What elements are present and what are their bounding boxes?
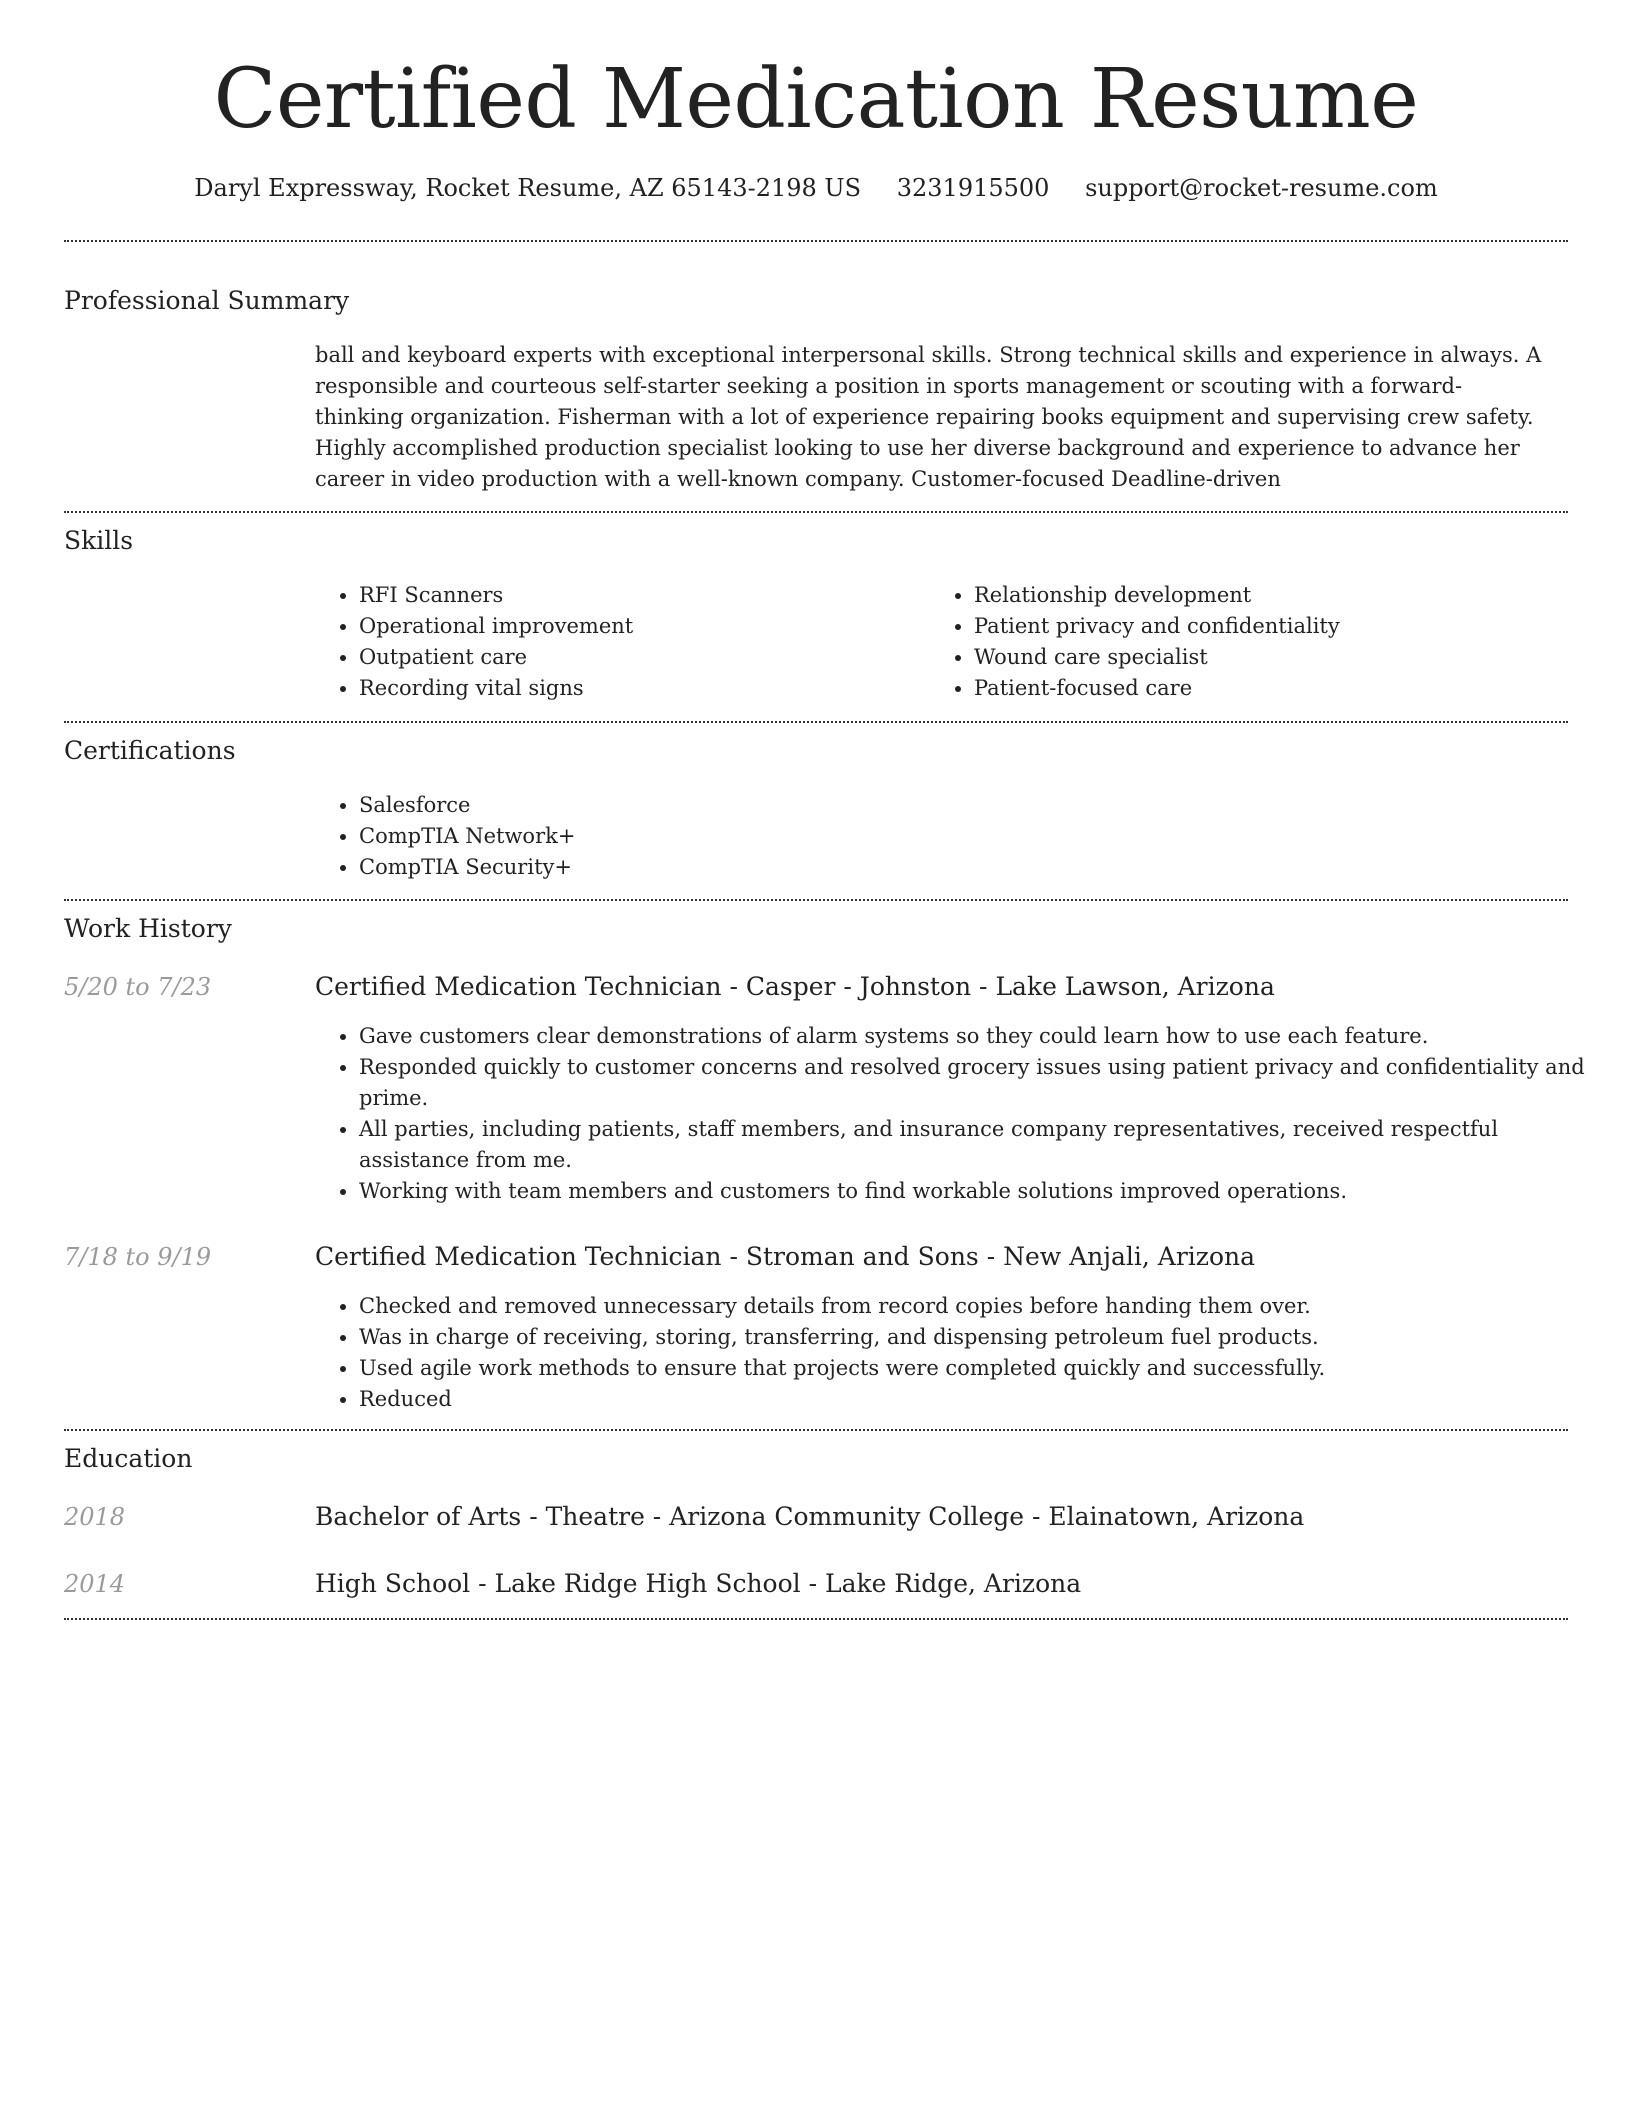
skill-item: • Relationship development — [974, 580, 1574, 611]
summary-heading: Professional Summary — [64, 286, 350, 315]
resume-title: Certified Medication Resume — [213, 52, 1419, 147]
skill-item: • Patient-focused care — [974, 673, 1574, 704]
job-title: Certified Medication Technician - Casper - Johnston - Lake Lawson, Arizona — [315, 972, 1275, 1001]
skills-list-right — [930, 580, 1574, 704]
section-divider — [64, 1429, 1568, 1431]
skill-item: • Patient privacy and confidentiality — [974, 611, 1574, 642]
job-bullet: • Working with team members and customers to find workable solutions improved operations. — [359, 1176, 1599, 1207]
job-bullet: • Was in charge of receiving, storing, transferring, and dispensing petroleum fuel products. — [359, 1322, 1599, 1353]
education-date: 2018 — [64, 1503, 126, 1531]
skill-item: • RFI Scanners — [359, 580, 919, 611]
contact-email: support@rocket-resume.com — [1085, 174, 1438, 202]
work-heading: Work History — [64, 914, 232, 943]
skill-item: • Wound care specialist — [974, 642, 1574, 673]
section-divider — [64, 899, 1568, 901]
certification-item: • CompTIA Security+ — [359, 852, 1559, 883]
education-date: 2014 — [64, 1570, 126, 1598]
job-bullets — [315, 1021, 1599, 1207]
job-date: 5/20 to 7/23 — [64, 973, 212, 1001]
job-bullet: • Checked and removed unnecessary details from record copies before handing them over. — [359, 1291, 1599, 1322]
education-title: Bachelor of Arts - Theatre - Arizona Community College - Elainatown, Arizona — [315, 1502, 1305, 1531]
certification-item: • Salesforce — [359, 790, 1559, 821]
job-bullet: • All parties, including patients, staff members, and insurance company representatives, received respectful assistance from me. — [359, 1114, 1599, 1176]
section-divider — [64, 1618, 1568, 1620]
skills-heading: Skills — [64, 526, 134, 555]
section-divider — [64, 240, 1568, 242]
certifications-list — [315, 790, 1559, 883]
section-divider — [64, 511, 1568, 513]
job-bullet: • Reduced — [359, 1384, 1599, 1415]
skills-list-left — [315, 580, 919, 704]
contact-address: Daryl Expressway, Rocket Resume, AZ 65143-2198 US — [194, 174, 862, 202]
certification-item: • CompTIA Network+ — [359, 821, 1559, 852]
certifications-heading: Certifications — [64, 736, 236, 765]
job-bullets — [315, 1291, 1599, 1415]
contact-phone: 3231915500 — [896, 174, 1050, 202]
skill-item: • Recording vital signs — [359, 673, 919, 704]
job-bullet: • Used agile work methods to ensure that projects were completed quickly and successfully. — [359, 1353, 1599, 1384]
job-date: 7/18 to 9/19 — [64, 1243, 212, 1271]
skill-item: • Operational improvement — [359, 611, 919, 642]
education-title: High School - Lake Ridge High School - Lake Ridge, Arizona — [315, 1569, 1082, 1598]
job-title: Certified Medication Technician - Stroman and Sons - New Anjali, Arizona — [315, 1242, 1256, 1271]
skill-item: • Outpatient care — [359, 642, 919, 673]
summary-text: ball and keyboard experts with exceptional interpersonal skills. Strong technical skills and experience in always. A responsible and courteous self-starter seeking a position in sports management or scouting with a forward-thinking organization. Fisherman with a lot of experience repairing books equipment and supervising crew safety. Highly accomplished production specialist looking to use her diverse background and experience to advance her career in video production with a well-known company. Customer-focused Deadline-driven — [315, 343, 1542, 491]
job-bullet: • Responded quickly to customer concerns and resolved grocery issues using patient privacy and confidentiality and prime. — [359, 1052, 1599, 1114]
education-heading: Education — [64, 1444, 193, 1473]
job-bullet: • Gave customers clear demonstrations of alarm systems so they could learn how to use each feature. — [359, 1021, 1599, 1052]
section-divider — [64, 721, 1568, 723]
contact-line — [0, 170, 1632, 206]
